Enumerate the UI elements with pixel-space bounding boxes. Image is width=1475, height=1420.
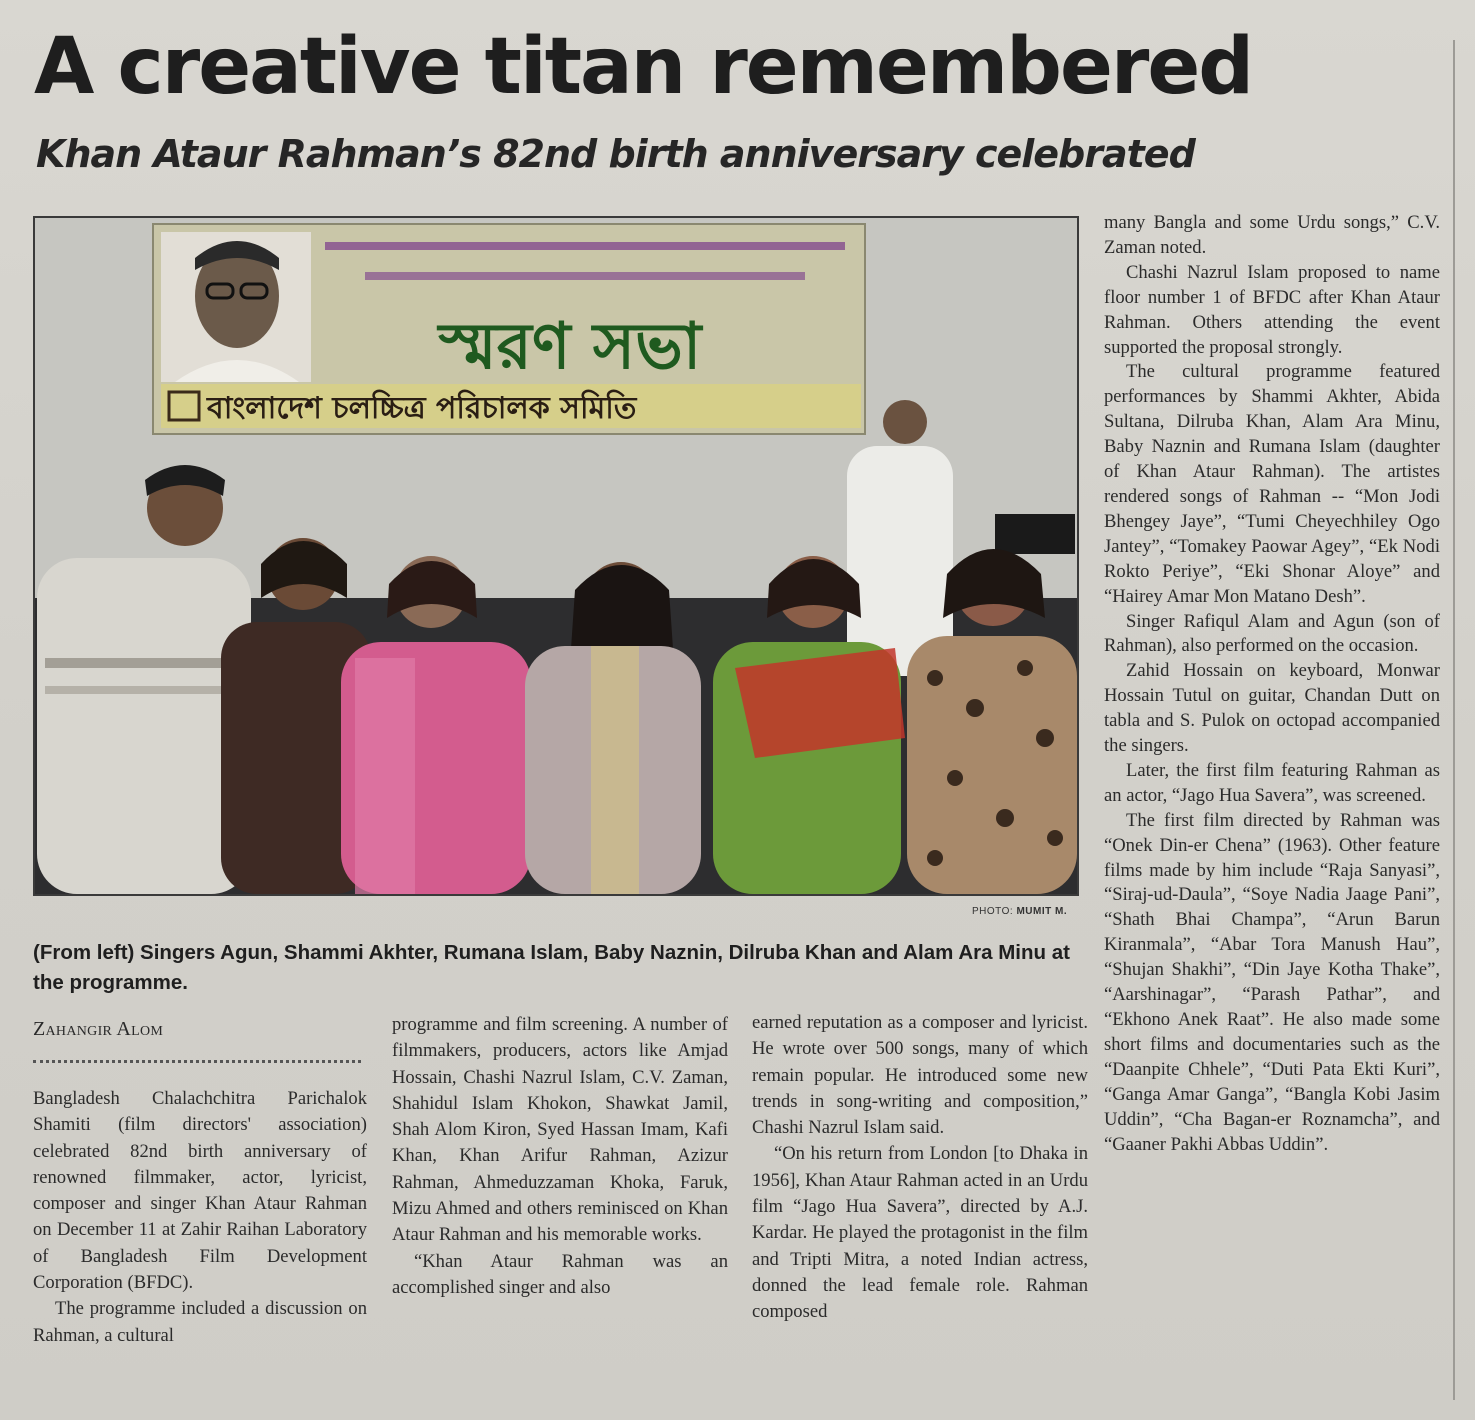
- paragraph: Later, the first film featuring Rahman as an actor, “Jago Hua Savera”, was screened.: [1104, 759, 1440, 806]
- paragraph: Singer Rafiqul Alam and Agun (son of Rahman), also performed on the occasion.: [1104, 610, 1440, 657]
- paragraph: The cultural programme featured performances by Shammi Akhter, Abida Sultana, Dilruba Khan, Alam Ara Minu, Baby Naznin and Rumana Islam (daughter of Khan Ataur Rahman). The artistes rendered songs of Rahman -- “Mon Jodi Bhengey Jaye”, “Tumi Cheyechhiley Ogo Jantey”, “Tomakey Paowar Agey”, “Ek Nodi Rokto Periye”, “Eki Shonar Aloye” and “Hairey Amar Mon Matano Desh”.: [1104, 361, 1440, 607]
- paragraph: “Khan Ataur Rahman was an accomplished singer and also: [392, 1250, 728, 1298]
- paragraph: The programme included a discussion on Rahman, a cultural: [33, 1298, 367, 1346]
- event-photo: [33, 216, 1079, 896]
- banner-org-text: বাংলাদেশ চলচ্চিত্র পরিচালক সমিতি: [207, 391, 637, 426]
- photo-credit-name: MUMIT M.: [1016, 906, 1068, 917]
- memorial-banner: [153, 224, 865, 434]
- banner-main-text: স্মরণ সভা: [438, 310, 702, 384]
- byline-dotted-rule: [33, 1060, 361, 1063]
- article-column-3: [752, 1010, 1088, 1326]
- photo-illustration: [35, 218, 1077, 894]
- photo-credit-label: PHOTO:: [972, 906, 1014, 917]
- paragraph: many Bangla and some Urdu songs,” C.V. Zaman noted.: [1104, 212, 1440, 258]
- paragraph: Zahid Hossain on keyboard, Monwar Hossain Tutul on guitar, Chandan Dutt on tabla and S. Pulok on octopad accompanied the singers.: [1104, 660, 1440, 757]
- article-column-1: [33, 1086, 367, 1349]
- paragraph: earned reputation as a composer and lyricist. He wrote over 500 songs, many of which remain popular. He introduced some new trends in song-writing and composition,” Chashi Nazrul Islam said.: [752, 1012, 1088, 1139]
- paragraph: The first film directed by Rahman was “Onek Din-er Chena” (1963). Other feature films made by him include “Raja Sanyasi”, “Siraj-ud-Daula”, “Soye Nadia Jaage Pani”, “Shath Bhai Champa”, “Arun Barun Kiranmala”, “Abar Tora Manush Hau”, “Shujan Shakhi”, “Din Jaye Kotha Thake”, “Aarshinagar”, “Parash Pathar”, and “Ekhono Anek Raat”. He also made some short films and documentaries such as the “Daanpite Chhele”, “Duti Pata Ekti Kuri”, “Ganga Amar Ganga”, “Bangla Kobi Jasim Uddin”, “Cha Bagan-er Roznamcha”, and “Gaaner Pakhi Abbas Uddin”.: [1104, 809, 1440, 1155]
- photo-credit: [972, 906, 1067, 917]
- byline: Zahangir Alom: [33, 1018, 164, 1040]
- photo-caption: (From left) Singers Agun, Shammi Akhter, Rumana Islam, Baby Naznin, Dilruba Khan and Alam Ara Minu at the programme.: [33, 941, 1070, 994]
- article-column-2: [392, 1012, 728, 1301]
- paragraph: “On his return from London [to Dhaka in 1956], Khan Ataur Rahman acted in an Urdu film “Jago Hua Savera”, directed by A.J. Kardar. He played the protagonist in the film and Tripti Mitra, a noted Indian actress, donned the lead female role. Rahman composed: [752, 1143, 1088, 1323]
- subheadline: Khan Ataur Rahman’s 82nd birth anniversary celebrated: [36, 132, 1195, 176]
- paragraph: programme and film screening. A number of filmmakers, producers, actors like Amjad Hossain, Chashi Nazrul Islam, C.V. Zaman, Shahidul Islam Khokon, Shawkat Jamil, Shah Alom Kiron, Syed Hassan Imam, Kafi Khan, Khan Arifur Rahman, Azizur Rahman, Ahmeduzzaman Khoka, Faruk, Mizu Ahmed and others reminisced on Khan Ataur Rahman and his memorable works.: [392, 1014, 728, 1246]
- article-column-4: [1104, 211, 1440, 1157]
- headline: A creative titan remembered: [34, 22, 1253, 112]
- paragraph: Bangladesh Chalachchitra Parichalok Shamiti (film directors' association) celebrated 82nd birth anniversary of renowned filmmaker, actor, lyricist, composer and singer Khan Ataur Rahman on December 11 at Zahir Raihan Laboratory of Bangladesh Film Development Corporation (BFDC).: [33, 1088, 367, 1294]
- paragraph: Chashi Nazrul Islam proposed to name floor number 1 of BFDC after Khan Ataur Rahman. Others attending the event supported the proposal strongly.: [1104, 261, 1440, 358]
- page-fold-line: [1453, 40, 1455, 1400]
